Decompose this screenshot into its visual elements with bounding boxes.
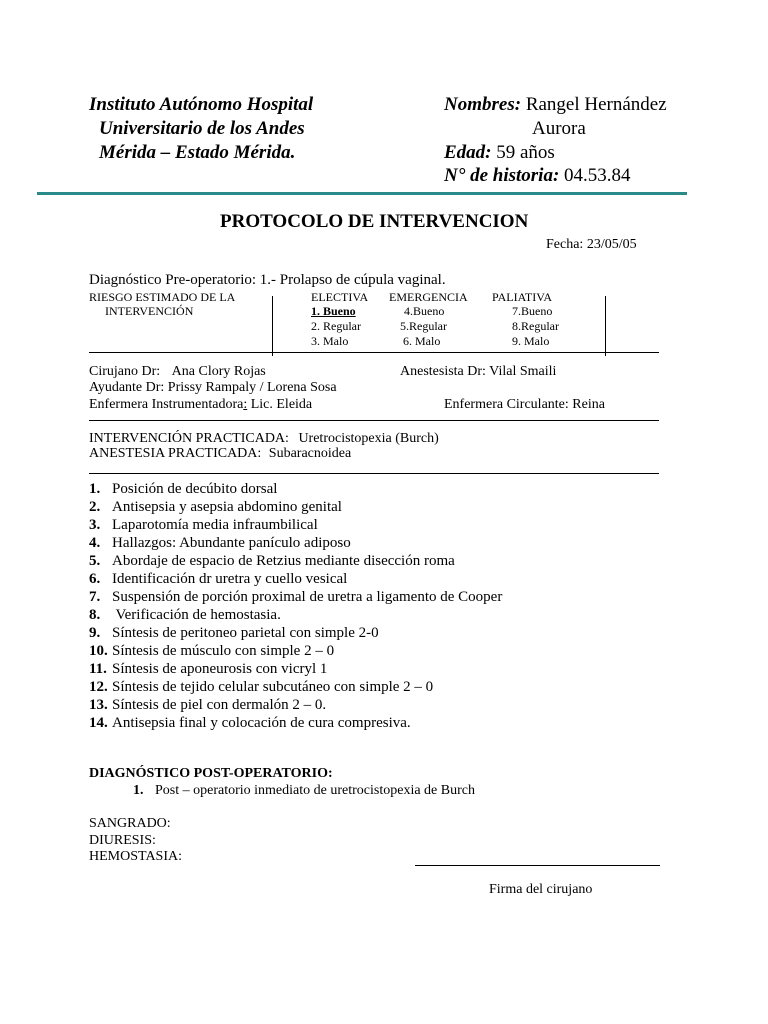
step-number: 2. xyxy=(89,499,101,515)
step-number: 12. xyxy=(89,679,108,695)
scrub-nurse-colon: : xyxy=(243,397,248,412)
step-number: 8. xyxy=(89,607,101,623)
diagnosis-post-item-number: 1. xyxy=(133,783,144,798)
diagnosis-pre xyxy=(89,272,446,289)
step-number: 3. xyxy=(89,517,101,533)
step-text: Antisepsia y asepsia abdomino genital xyxy=(112,499,342,515)
procedure-step xyxy=(89,696,502,714)
step-number: 5. xyxy=(89,553,101,569)
procedure-step xyxy=(89,498,502,516)
risk-option: 3. Malo xyxy=(311,334,349,348)
patient-age xyxy=(444,141,555,165)
institution-location: Mérida – Estado Mérida. xyxy=(99,142,296,163)
procedure-step xyxy=(89,624,502,642)
intervention xyxy=(89,431,439,447)
risk-label-line1: RIESGO ESTIMADO DE LA xyxy=(89,290,236,304)
risk-header-electiva: ELECTIVA xyxy=(311,290,369,304)
hemostasis-label: HEMOSTASIA: xyxy=(89,849,182,864)
step-text: Suspensión de porción proximal de uretra a ligamento de Cooper xyxy=(112,589,503,605)
procedure-step xyxy=(89,642,502,660)
patient-name-label: Nombres: xyxy=(444,94,522,115)
risk-option-selected: 1. Bueno xyxy=(311,304,356,318)
signature-line xyxy=(415,865,660,866)
surgeon-value: Ana Clory Rojas xyxy=(171,364,266,379)
step-number: 6. xyxy=(89,571,101,587)
header-divider xyxy=(37,192,687,195)
bleeding-label: SANGRADO: xyxy=(89,816,171,831)
step-number: 1. xyxy=(89,481,101,497)
step-text: Síntesis de peritoneo parietal con simple 2-0 xyxy=(112,625,379,641)
risk-header-paliativa: PALIATIVA xyxy=(492,290,553,304)
procedure-step xyxy=(89,678,502,696)
step-number: 13. xyxy=(89,697,108,713)
section-divider xyxy=(89,473,659,474)
anesthesia-value: Subaracnoidea xyxy=(268,446,352,461)
procedure-step xyxy=(89,660,502,678)
risk-label-line2: INTERVENCIÓN xyxy=(105,304,194,318)
step-text: Verificación de hemostasia. xyxy=(112,607,281,623)
procedure-step xyxy=(89,588,502,606)
procedure-step xyxy=(89,570,502,588)
step-text: Síntesis de músculo con simple 2 – 0 xyxy=(112,643,335,659)
intervention-label: INTERVENCIÓN PRACTICADA: xyxy=(89,431,289,446)
section-divider xyxy=(89,352,659,353)
step-text: Síntesis de tejido celular subcutáneo con simple 2 – 0 xyxy=(112,679,434,695)
patient-name-value: Rangel Hernández xyxy=(525,94,667,115)
procedure-step xyxy=(89,480,502,498)
procedure-step xyxy=(89,714,502,732)
anesthetist: Anestesista Dr: Vilal Smaili xyxy=(400,364,557,379)
step-number: 10. xyxy=(89,643,108,659)
surgeon xyxy=(89,364,266,380)
diagnosis-post-item-text: Post – operatorio inmediato de uretrocistopexia de Burch xyxy=(155,783,475,798)
step-text: Síntesis de aponeurosis con vicryl 1 xyxy=(112,661,328,677)
risk-option: 5.Regular xyxy=(400,319,447,333)
diagnosis-pre-label: Diagnóstico Pre-operatorio: xyxy=(89,272,257,288)
scrub-nurse-value: Lic. Eleida xyxy=(247,397,313,412)
document-title: PROTOCOLO DE INTERVENCION xyxy=(220,211,529,232)
step-number: 9. xyxy=(89,625,101,641)
risk-divider-right xyxy=(605,296,606,356)
institution-name-line1: Instituto Autónomo Hospital xyxy=(89,94,314,115)
diuresis-label: DIURESIS: xyxy=(89,833,156,848)
step-text: Identificación dr uretra y cuello vesical xyxy=(112,571,348,587)
risk-option: 9. Malo xyxy=(512,334,550,348)
risk-divider-left xyxy=(272,296,273,356)
scrub-nurse-label: Enfermera Instrumentadora xyxy=(89,397,244,412)
step-number: 11. xyxy=(89,661,107,677)
patient-age-value: 59 años xyxy=(496,142,555,163)
risk-option: 8.Regular xyxy=(512,319,559,333)
step-text: Posición de decúbito dorsal xyxy=(112,481,278,497)
diagnosis-post-label: DIAGNÓSTICO POST-OPERATORIO: xyxy=(89,766,333,781)
procedure-step xyxy=(89,534,502,552)
anesthesia xyxy=(89,446,351,462)
step-text: Antisepsia final y colocación de cura compresiva. xyxy=(112,715,411,731)
intervention-value: Uretrocistopexia (Burch) xyxy=(298,431,439,446)
step-text: Laparotomía media infraumbilical xyxy=(112,517,318,533)
step-number: 7. xyxy=(89,589,101,605)
step-text: Síntesis de piel con dermalón 2 – 0. xyxy=(112,697,327,713)
assistant: Ayudante Dr: Prissy Rampaly / Lorena Sosa xyxy=(89,380,337,395)
circulating-nurse: Enfermera Circulante: Reina xyxy=(444,397,605,412)
risk-option: 4.Bueno xyxy=(404,304,445,318)
anesthesia-label: ANESTESIA PRACTICADA: xyxy=(89,446,262,461)
step-number: 14. xyxy=(89,715,108,731)
patient-history-value: 04.53.84 xyxy=(564,165,631,186)
procedure-step xyxy=(89,606,502,624)
patient-history-label: N° de historia: xyxy=(444,165,560,186)
patient-age-label: Edad: xyxy=(444,142,492,163)
risk-option: 6. Malo xyxy=(403,334,441,348)
patient-history xyxy=(444,164,631,188)
risk-option: 7.Bueno xyxy=(512,304,553,318)
scrub-nurse xyxy=(89,397,312,413)
institution-name-line2: Universitario de los Andes xyxy=(99,118,305,139)
document-date: Fecha: 23/05/05 xyxy=(546,237,637,252)
step-number: 4. xyxy=(89,535,101,551)
step-text: Abordaje de espacio de Retzius mediante disección roma xyxy=(112,553,455,569)
risk-header-emergencia: EMERGENCIA xyxy=(389,290,468,304)
procedure-step xyxy=(89,552,502,570)
patient-name xyxy=(444,93,667,117)
diagnosis-post-item xyxy=(133,783,475,799)
step-text: Hallazgos: Abundante panículo adiposo xyxy=(112,535,351,551)
diagnosis-pre-value: 1.- Prolapso de cúpula vaginal. xyxy=(259,272,446,288)
signature-label: Firma del cirujano xyxy=(489,882,593,897)
section-divider xyxy=(89,420,659,421)
procedure-steps xyxy=(89,480,502,732)
procedure-step xyxy=(89,516,502,534)
risk-option: 2. Regular xyxy=(311,319,361,333)
patient-name-value-line2: Aurora xyxy=(532,118,586,139)
surgeon-label: Cirujano Dr: xyxy=(89,364,161,379)
